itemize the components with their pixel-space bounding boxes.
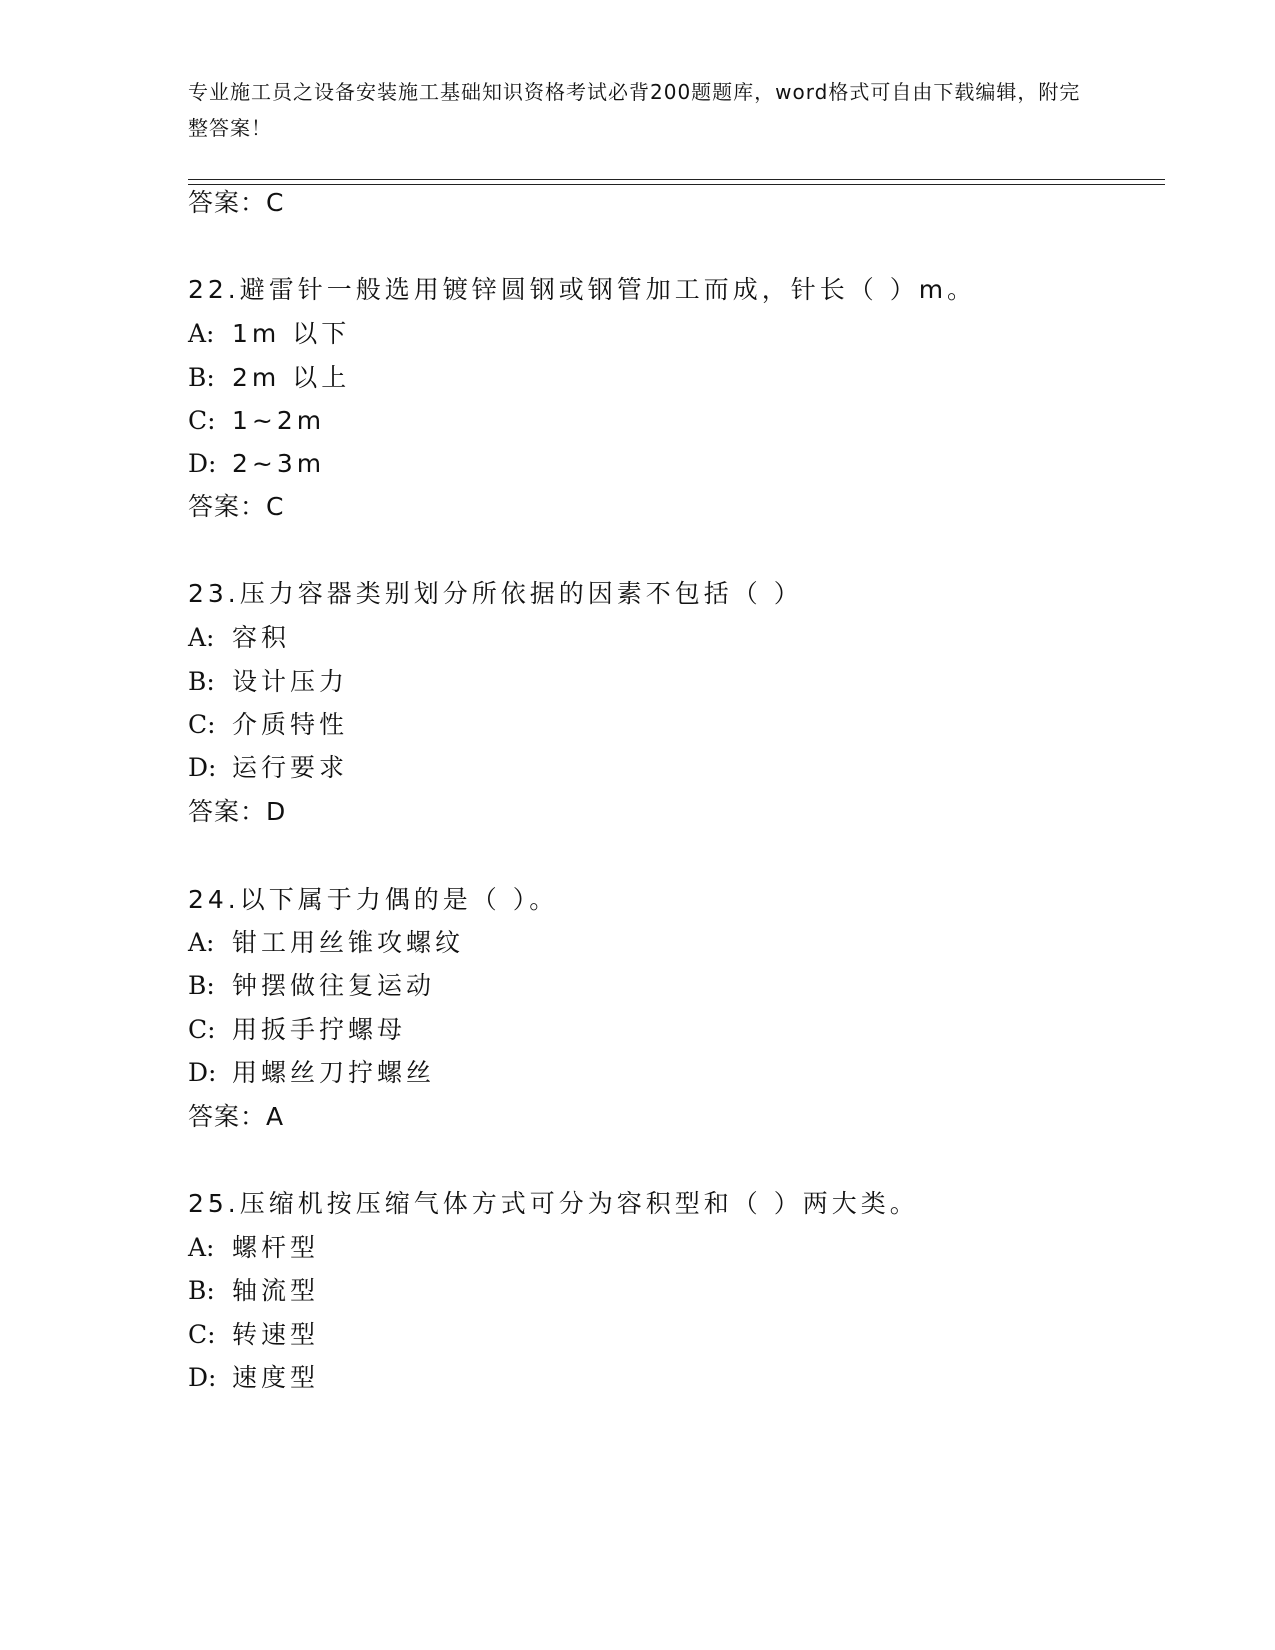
option-key: D: (188, 449, 217, 478)
option-key: A: (188, 928, 215, 957)
option-key: C: (188, 1320, 216, 1349)
question-22-option-d (188, 448, 325, 480)
option-text: 钳工用丝锥攻螺纹 (232, 928, 465, 957)
question-25-option-c (188, 1319, 319, 1351)
question-25-option-a (188, 1232, 319, 1264)
question-23-option-a (188, 622, 290, 654)
question-24-option-d (188, 1057, 435, 1089)
option-key: B: (188, 363, 215, 392)
option-text: 1~2m (232, 406, 326, 435)
option-key: D: (188, 1363, 217, 1392)
option-key: B: (188, 1276, 215, 1305)
question-25-option-d (188, 1362, 319, 1394)
option-text: 介质特性 (232, 710, 349, 739)
question-23-answer: 答案：D (188, 797, 287, 826)
question-24-stem: 24.以下属于力偶的是（ ）。 (188, 885, 559, 914)
option-text: 用扳手拧螺母 (232, 1015, 407, 1044)
option-text: 螺杆型 (232, 1233, 320, 1262)
question-24-answer: 答案：A (188, 1102, 285, 1131)
question-22-option-a (188, 318, 350, 350)
option-text: 钟摆做往复运动 (232, 971, 436, 1000)
option-key: C: (188, 406, 216, 435)
question-23-stem: 23.压力容器类别划分所依据的因素不包括（ ） (188, 579, 803, 608)
option-text: 用螺丝刀拧螺丝 (232, 1058, 436, 1087)
question-25-option-b (188, 1275, 319, 1307)
document-header: 专业施工员之设备安装施工基础知识资格考试必背200题题库，word格式可自由下载编辑，附完整答案！ (188, 80, 1081, 140)
header-rule-bottom (188, 184, 1165, 185)
option-key: C: (188, 710, 216, 739)
option-key: C: (188, 1015, 216, 1044)
question-22-stem: 22.避雷针一般选用镀锌圆钢或钢管加工而成，针长（ ）m。 (188, 275, 977, 304)
header-rule-top (188, 179, 1165, 180)
option-key: A: (188, 1233, 215, 1262)
option-text: 轴流型 (232, 1276, 320, 1305)
option-text: 运行要求 (232, 753, 349, 782)
option-key: D: (188, 1058, 217, 1087)
option-text: 设计压力 (232, 667, 349, 696)
option-key: A: (188, 319, 215, 348)
option-text: 1m 以下 (232, 319, 351, 348)
option-key: B: (188, 971, 215, 1000)
question-25-stem: 25.压缩机按压缩气体方式可分为容积型和（ ）两大类。 (188, 1189, 919, 1218)
option-text: 容积 (232, 623, 291, 652)
question-23-option-d (188, 752, 348, 784)
question-24-option-b (188, 970, 435, 1002)
question-22-option-b (188, 362, 350, 394)
question-24-option-a (188, 927, 464, 959)
option-text: 2~3m (232, 449, 326, 478)
question-24-option-c (188, 1014, 406, 1046)
option-text: 2m 以上 (232, 363, 351, 392)
question-22-option-c (188, 405, 325, 437)
option-key: B: (188, 667, 215, 696)
option-key: D: (188, 753, 217, 782)
option-text: 转速型 (232, 1320, 320, 1349)
question-23-option-b (188, 666, 348, 698)
question-22-answer: 答案：C (188, 492, 285, 521)
option-key: A: (188, 623, 215, 652)
option-text: 速度型 (232, 1363, 320, 1392)
previous-answer: 答案：C (188, 188, 285, 217)
question-23-option-c (188, 709, 348, 741)
